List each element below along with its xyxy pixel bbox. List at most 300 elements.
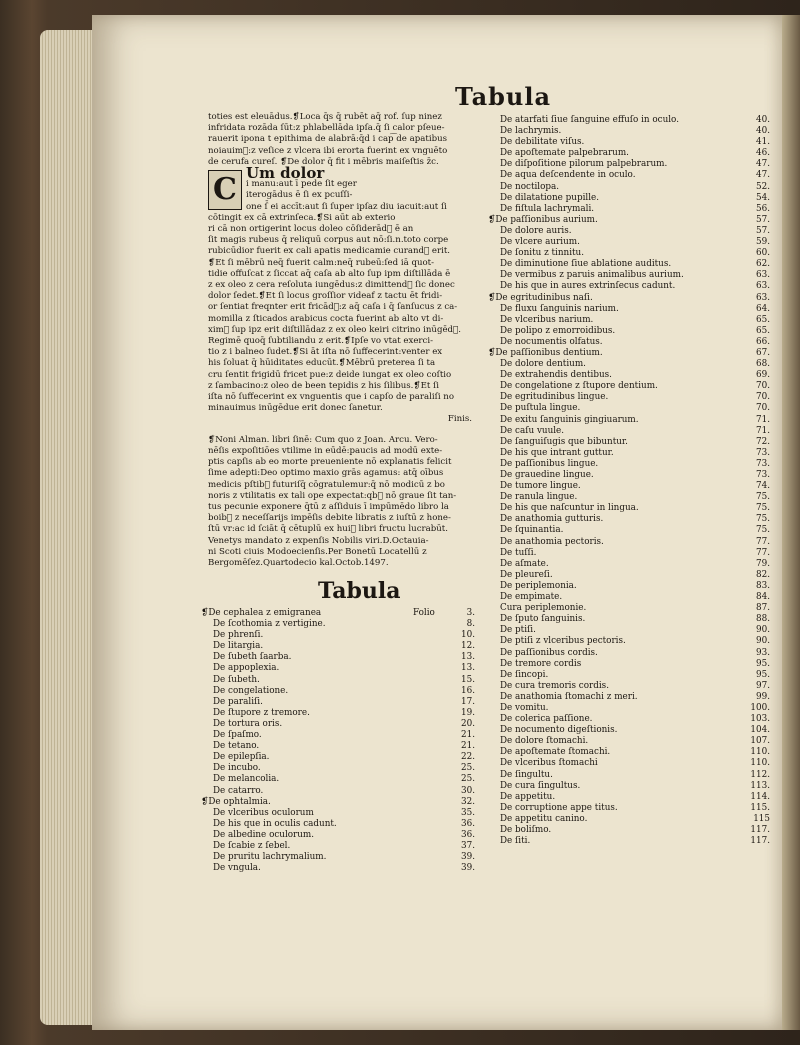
toc-entry-label: De nocumento digeſtionis. <box>500 725 618 736</box>
toc-entry-label: De ſiti. <box>500 836 531 847</box>
toc-entry-folio: 60. <box>756 248 770 259</box>
text-line: ptis capſis ab eo morte preueniente nō explanatis felicit <box>208 457 452 468</box>
toc-entry-label: De tuſſi. <box>500 547 537 558</box>
right-page-edge <box>782 15 800 1030</box>
toc-entry-label: De dolore auris. <box>500 225 572 236</box>
toc-entry <box>500 481 770 492</box>
toc-entry <box>500 581 770 592</box>
toc-entry <box>500 781 770 792</box>
toc-entry <box>500 603 770 614</box>
text-line: dolor ſedet.❡Et ſi locus groſſior videaf z tactu ēt fridi- <box>208 291 443 302</box>
toc-entry <box>500 170 770 181</box>
toc-entry-label: De paſſionibus cordis. <box>500 647 598 658</box>
toc-entry-label: De incubo. <box>213 763 261 774</box>
toc-entry-folio: 90. <box>756 636 770 647</box>
toc-entry <box>500 714 770 725</box>
toc-entry <box>500 692 770 703</box>
toc-entry <box>213 852 475 863</box>
toc-entry-label: De periplemonia. <box>500 580 577 591</box>
toc-entry-label: De ſputo ſanguinis. <box>500 614 586 625</box>
text-line: momilla z ſticados arabicus cocta fuerint ab alto vt di- <box>208 313 444 324</box>
toc-entry-folio: 77. <box>756 536 770 547</box>
toc-entry-folio: 71. <box>756 414 770 425</box>
toc-entry-folio: 17. <box>461 696 475 707</box>
toc-entry-label: De vlceribus narium. <box>500 314 594 325</box>
toc-entry-folio: 57. <box>756 225 770 236</box>
toc-entry-folio: 107. <box>750 736 770 747</box>
toc-entry <box>500 315 770 326</box>
toc-entry <box>500 747 770 758</box>
toc-entry <box>500 448 770 459</box>
toc-entry <box>213 719 475 730</box>
toc-entry-folio: 71. <box>756 425 770 436</box>
colophon <box>208 435 480 569</box>
text-block-a <box>208 112 480 168</box>
toc-entry-label: De atarfati ſiue ſanguine effuſo in oculo. <box>500 115 679 125</box>
toc-entry-folio: 22. <box>461 752 475 763</box>
toc-entry-folio: 74. <box>756 481 770 492</box>
toc-entry-folio: 47. <box>756 170 770 181</box>
toc-entry <box>201 608 475 619</box>
toc-entry-folio: 64. <box>756 303 770 314</box>
toc-entry <box>500 237 770 248</box>
toc-entry-label: De ſcabie z ſebel. <box>213 840 291 851</box>
toc-entry-label: De ſquinantia. <box>500 525 564 536</box>
toc-entry <box>213 686 475 697</box>
toc-entry-label: De corruptione appe titus. <box>500 802 618 813</box>
toc-entry-label: ❡De ophtalmia. <box>201 796 271 807</box>
toc-entry-label: De appoplexia. <box>213 663 280 674</box>
toc-entry-folio: 115 <box>753 813 770 824</box>
text-line: ❡Et ſi mēbrū neq̄ fuerit calm:neq̄ rubeū:ſed iā quot- <box>208 257 435 268</box>
text-line: noris z vtilitatis ex tali ope expectat:qb᷑ nō graue ſit tan- <box>208 490 457 501</box>
toc-entry <box>500 758 770 769</box>
toc-entry <box>500 115 770 126</box>
toc-entry-folio: 83. <box>756 580 770 591</box>
toc-entry-label: De dolore ſtomachi. <box>500 736 589 747</box>
text-line: ri cā non ortigerint locus doleo cōſiderād᷑ ē an <box>208 224 414 235</box>
toc-entry-label: De aqua deſcendente in oculo. <box>500 170 636 181</box>
toc-entry-folio: 70. <box>756 381 770 392</box>
toc-entry-folio: 73. <box>756 458 770 469</box>
toc-entry-folio: 12. <box>461 641 475 652</box>
toc-entry <box>500 381 770 392</box>
running-head: Tabula <box>455 82 552 111</box>
toc-entry-label: De congelatione. <box>213 685 289 696</box>
toc-entry-folio: 112. <box>750 769 770 780</box>
toc-entry <box>500 226 770 237</box>
toc-entry-label: De anathomia gutturis. <box>500 514 604 525</box>
toc-entry-folio: 88. <box>756 614 770 625</box>
toc-entry-folio: 21. <box>461 730 475 741</box>
text-line: toties est eleuādus.❡Loca q̄s q̄ rubēt aq̄ rof. ſup ninez <box>208 112 442 122</box>
toc-entry <box>500 525 770 536</box>
toc-entry <box>500 514 770 525</box>
toc-entry-folio: 75. <box>756 525 770 536</box>
toc-entry-label: ❡De paſſionibus aurium. <box>488 214 598 225</box>
toc-entry-folio: 65. <box>756 325 770 336</box>
toc-entry-label: De epilepſia. <box>213 752 270 763</box>
toc-entry-folio: 37. <box>461 840 475 851</box>
toc-entry <box>500 670 770 681</box>
toc-entry-folio: 13. <box>461 663 475 674</box>
toc-entry-folio: 75. <box>756 514 770 525</box>
toc-right-column <box>488 115 770 847</box>
toc-entry-label: De ſingultu. <box>500 769 553 780</box>
toc-entry-folio: 10. <box>461 630 475 641</box>
toc-entry <box>500 437 770 448</box>
toc-entry-folio: 117. <box>750 836 770 847</box>
toc-entry <box>213 697 475 708</box>
toc-entry-folio: 13. <box>461 652 475 663</box>
toc-entry <box>500 415 770 426</box>
toc-entry-label: De congelatione z ſtupore dentium. <box>500 381 658 392</box>
toc-entry-label: De ptiſi. <box>500 625 536 636</box>
toc-entry <box>500 648 770 659</box>
finis-mark: Finis. <box>447 414 472 425</box>
toc-entry-label: De paſſionibus lingue. <box>500 458 599 469</box>
toc-entry-folio: 110. <box>750 758 770 769</box>
toc-entry-folio: 15. <box>461 674 475 685</box>
toc-entry-folio: 104. <box>750 725 770 736</box>
toc-entry-label: De ſpaſmo. <box>213 730 262 741</box>
left-text-column <box>208 112 480 569</box>
toc-entry <box>201 796 475 808</box>
toc-entry <box>500 326 770 337</box>
toc-entry-folio: 25. <box>461 763 475 774</box>
toc-entry-folio: 73. <box>756 470 770 480</box>
toc-entry-label: De vngula. <box>213 863 261 874</box>
toc-entry-folio: 95. <box>756 669 770 680</box>
toc-entry-label: De his que naſcuntur in lingua. <box>500 503 639 514</box>
toc-entry <box>500 259 770 270</box>
toc-entry-label: De dilatatione pupille. <box>500 192 600 203</box>
toc-entry-label: De tremore cordis <box>500 658 582 669</box>
toc-entry <box>213 641 475 652</box>
toc-entry-folio: 97. <box>756 680 770 691</box>
toc-entry <box>488 214 770 226</box>
toc-entry <box>213 763 475 774</box>
text-line: xim᷑ ſup ipz erit diſtillādaz z ex oleo keiri citrino inūgēd᷑. <box>208 324 461 335</box>
toc-entry <box>500 681 770 692</box>
text-line: medicis pſtib᷑ futuriſq̄ cōgratulemur:q̄ nō modicū z bo <box>208 479 445 490</box>
toc-entry-folio: 59. <box>756 237 770 248</box>
toc-entry-label: Cura periplemonie. <box>500 603 587 614</box>
toc-entry-folio: 52. <box>756 181 770 192</box>
toc-entry-folio: 113. <box>750 780 770 791</box>
toc-entry-folio: 3. <box>466 608 475 618</box>
toc-entry-folio: 99. <box>756 691 770 702</box>
toc-entry <box>500 825 770 836</box>
toc-entry-folio: 54. <box>756 192 770 203</box>
toc-entry-folio: 84. <box>756 592 770 603</box>
toc-entry-folio: 56. <box>756 203 770 214</box>
text-line: tidie offuſcat z ſiccat aq̄ caſa ab alto ſup ipm diſtillāda ē <box>208 268 451 279</box>
text-line: Venetys mandato z expenſis Nobilis viri.D.Octauia- <box>208 535 429 546</box>
toc-entry <box>213 752 475 763</box>
text-line: tus pecunie exponere q̄tū z aſſiduis ī impūmēdo libro la <box>208 501 449 512</box>
toc-entry-folio: 93. <box>756 647 770 658</box>
toc-entry-label: De anathomia pectoris. <box>500 536 604 547</box>
toc-title: Tabula <box>318 578 401 604</box>
toc-entry <box>500 492 770 503</box>
toc-entry-label: De cura tremoris cordis. <box>500 680 609 691</box>
toc-entry-folio: 75. <box>756 503 770 514</box>
toc-entry-folio: 63. <box>756 270 770 281</box>
toc-entry-folio: 32. <box>461 796 475 807</box>
toc-entry-label: De vermibus z paruis animalibus aurium. <box>500 270 684 281</box>
toc-entry-folio: 110. <box>750 747 770 758</box>
toc-entry-folio: 57. <box>756 214 770 225</box>
toc-entry-folio: 63. <box>756 292 770 303</box>
toc-entry-label: De lachrymis. <box>500 126 562 137</box>
toc-entry <box>213 841 475 852</box>
text-line: iſta nō ſuffecerint ex vnguentis que i capſo de paraliſi no <box>208 392 455 403</box>
toc-left-column <box>201 608 475 874</box>
toc-entry-label: De colerica paſſione. <box>500 714 593 725</box>
toc-entry-folio: 68. <box>756 359 770 370</box>
toc-entry-folio: 35. <box>461 807 475 818</box>
toc-entry <box>213 741 475 752</box>
toc-entry-label: ❡De paſſionibus dentium. <box>488 347 603 358</box>
text-line: de cerufa cureſ. ❡De dolor q̄ fit i mēbris maiſeſtis z̄c. <box>208 156 439 167</box>
toc-entry-label: De his que in aures extrinſecus cadunt. <box>500 281 676 292</box>
text-line: noiauim᷑:z veſice z vlcera ibi erorta fuerint ex vnguēto <box>208 145 448 156</box>
toc-entry-folio: 40. <box>756 126 770 137</box>
toc-entry <box>500 248 770 259</box>
toc-entry-folio: 87. <box>756 603 770 614</box>
toc-entry-folio: 36. <box>461 818 475 829</box>
toc-entry-label: De egritudinibus lingue. <box>500 392 609 403</box>
toc-entry <box>500 159 770 170</box>
toc-entry <box>213 863 475 874</box>
toc-entry-label: De ranula lingue. <box>500 492 578 503</box>
text-line: z ex oleo z cera reſoluta iungēdus:z dimittend᷑ ſic donec <box>208 280 455 291</box>
toc-entry-label: De his que intrant guttur. <box>500 447 614 458</box>
toc-entry-label: De caſu vuule. <box>500 425 565 436</box>
toc-entry-folio: 19. <box>461 707 475 718</box>
toc-entry <box>500 725 770 736</box>
toc-entry <box>213 675 475 686</box>
toc-entry-folio: 79. <box>756 558 770 569</box>
toc-entry-folio: 39. <box>461 863 475 874</box>
toc-entry <box>500 126 770 137</box>
toc-entry-label: De nocumentis olfatus. <box>500 336 603 347</box>
toc-entry-label: De ptiſi z vlceribus pectoris. <box>500 636 626 647</box>
text-line: nēſis expoſitiōes vtilime in eūdē:paucis ad modū exte- <box>208 445 443 456</box>
toc-entry-label: De ſtupore z tremore. <box>213 707 310 718</box>
text-line: ſime adepti:Deo optimo maxio grās agamus: atq̄ oībus <box>208 468 444 479</box>
toc-entry <box>213 774 475 785</box>
toc-entry-folio: 20. <box>461 718 475 729</box>
text-line: tio z i balneo ſudet.❡Si āt iſta nō ſuffecerint:venter ex <box>208 347 443 358</box>
toc-entry-label: De phrenſi. <box>213 630 264 641</box>
toc-entry-label: De ſonitu z tinnitu. <box>500 248 585 259</box>
toc-entry <box>500 814 770 825</box>
toc-entry <box>488 347 770 359</box>
toc-entry-label: De catarro. <box>213 785 264 796</box>
toc-entry-folio: 66. <box>756 336 770 347</box>
toc-entry-folio: 90. <box>756 625 770 636</box>
text-line: ſit magis rubeus q̄ reliquū corpus aut nō:ſi.n.toto corpe <box>208 235 449 246</box>
drop-cap: C <box>208 170 242 210</box>
toc-entry-folio: 114. <box>750 791 770 802</box>
toc-entry <box>500 137 770 148</box>
toc-entry <box>500 836 770 847</box>
toc-entry <box>213 830 475 841</box>
text-block-b <box>208 179 480 414</box>
toc-entry <box>500 148 770 159</box>
toc-entry-folio: 67. <box>756 347 770 358</box>
toc-entry <box>500 359 770 370</box>
toc-entry-folio: 46. <box>756 148 770 159</box>
toc-entry-label: De paraliſi. <box>213 696 263 707</box>
toc-entry-label: De tortura oris. <box>213 718 283 729</box>
toc-entry-folio: 95. <box>756 658 770 669</box>
toc-entry <box>500 392 770 403</box>
toc-entry-folio: 30. <box>461 785 475 796</box>
toc-entry <box>500 659 770 670</box>
text-line: or ſentiat freqnter erit fricād᷑:z aq̄ caſa i q̄ ſanſucus z ca- <box>208 302 458 313</box>
toc-entry <box>500 559 770 570</box>
text-line: z ſambacino:z oleo de been tepidis z his ſilibus.❡Et ſi <box>208 380 439 391</box>
text-line: iterogādus ē ſi ex pcuſſi- <box>246 190 353 201</box>
text-line: Bergomēſez.Quartodecio kal.Octob.1497. <box>208 557 389 568</box>
text-line: i manu:aut ī pede ſit eger <box>246 179 357 190</box>
toc-entry <box>213 630 475 641</box>
toc-entry-label: De diminutione ſiue ablatione auditus. <box>500 259 672 270</box>
text-line: rauerit ipona t epithima de alabrā:q̄d i cap͡ de apatibus <box>208 134 448 145</box>
toc-entry-label: De boliſmo. <box>500 825 552 835</box>
toc-entry <box>500 426 770 437</box>
toc-entry <box>500 548 770 559</box>
chapter-heading: Um dolor <box>246 164 325 183</box>
toc-entry-label: De apoſtemate ſtomachi. <box>500 747 611 758</box>
toc-entry-label: De aſmate. <box>500 558 549 569</box>
toc-entry <box>213 730 475 741</box>
toc-entry-label: De pruritu lachrymalium. <box>213 852 327 863</box>
toc-entry-label: De appetitu. <box>500 791 556 802</box>
toc-entry <box>213 819 475 830</box>
text-line: boib᷑ z neceſſarijs impēſis debite libratis z iuſtū z hone- <box>208 513 451 524</box>
toc-entry <box>500 537 770 548</box>
toc-entry <box>500 182 770 193</box>
toc-entry-folio: 75. <box>756 492 770 503</box>
toc-entry-label: De ſubeth ſaarba. <box>213 652 292 663</box>
toc-entry <box>213 786 475 797</box>
toc-entry-label: De tetano. <box>213 741 260 752</box>
text-line: rubicūdior fuerit ex cali apatis medicamie curand᷑ erit. <box>208 246 451 257</box>
text-line: minauimus inūgēdue erit donec ſanetur. <box>208 403 383 414</box>
toc-entry <box>500 370 770 381</box>
text-line: infridata rozāda ſūt:z phlabellāda ipſa.q̄ ſi calor pſeue- <box>208 123 445 134</box>
toc-entry <box>213 663 475 674</box>
toc-entry-folio: 40. <box>756 115 770 125</box>
toc-entry-folio: 21. <box>461 741 475 752</box>
toc-entry-label: De empimate. <box>500 592 563 603</box>
toc-entry-label: De noctilopa. <box>500 181 560 192</box>
text-line: ❡Noni Alman. libri ſinē: Cum quo z Joan. Arcu. Vero- <box>208 434 438 445</box>
toc-entry-label: De exitu ſanguinis gingiuarum. <box>500 414 639 425</box>
text-line: Regimē quoq̄ ſubtiliandu z erit.❡Ipſe vo vtat exerci- <box>208 336 434 347</box>
toc-entry-label: De diſpoſitione pilorum palpebrarum. <box>500 159 668 170</box>
toc-entry-folio: 103. <box>750 714 770 725</box>
text-line: ſtū vr:ac id ſciāt q̄ cētuplū ex hui᷑ libri fructu lucrabūt. <box>208 524 448 535</box>
toc-entry <box>500 592 770 603</box>
toc-entry-label: De vomitu. <box>500 702 549 713</box>
text-line: one ſ̄ ei accīt:aut ſi ſuper ipſaz diu iacuit:aut ſi <box>246 201 447 212</box>
toc-entry-label: De pleureſi. <box>500 569 553 580</box>
toc-entry-folio: 62. <box>756 259 770 270</box>
toc-entry-label: De ſcothomia z vertigine. <box>213 619 326 630</box>
toc-entry <box>500 736 770 747</box>
toc-entry-folio: 70. <box>756 392 770 403</box>
text-line: cōtingit ex cā extrinſeca.❡Si aūt ab exterio <box>208 212 396 223</box>
toc-entry-label: De cura ſingultus. <box>500 780 581 791</box>
toc-entry-label: ❡De cephalea z emigranea <box>201 608 322 618</box>
toc-entry-label: De extrahendis dentibus. <box>500 370 612 381</box>
page-stack-edge <box>40 30 100 1025</box>
toc-entry-folio: 72. <box>756 436 770 447</box>
toc-entry <box>500 614 770 625</box>
toc-entry-label: De vlceribus ſtomachi <box>500 758 598 769</box>
toc-entry <box>500 304 770 315</box>
toc-entry-label: De fluxu ſanguinis narium. <box>500 303 619 314</box>
toc-entry-folio: 77. <box>756 547 770 558</box>
toc-entry-folio: 63. <box>756 281 770 292</box>
toc-entry-folio: 47. <box>756 159 770 170</box>
toc-entry <box>500 703 770 714</box>
toc-entry <box>500 470 770 481</box>
toc-entry <box>500 636 770 647</box>
toc-entry-folio: 8. <box>466 619 475 630</box>
toc-entry-folio: 117. <box>750 825 770 835</box>
toc-entry-label: De vlcere aurium. <box>500 237 580 248</box>
toc-entry-label: De ſincopi. <box>500 669 549 680</box>
toc-entry <box>500 270 770 281</box>
toc-entry-label: ❡De egritudinibus naſi. <box>488 292 593 303</box>
toc-entry-label: De fiſtula lachrymali. <box>500 203 595 214</box>
toc-entry-label: De albedine oculorum. <box>213 829 315 840</box>
toc-entry-label: De polipo z emorroidibus. <box>500 325 616 336</box>
toc-entry <box>500 625 770 636</box>
toc-entry-label: De puſtula lingue. <box>500 403 581 414</box>
toc-entry <box>213 619 475 630</box>
toc-entry <box>213 808 475 819</box>
toc-entry-label: De tumore lingue. <box>500 481 581 492</box>
toc-entry-label: De vlceribus oculorum <box>213 807 314 818</box>
toc-entry-label: De apoſtemate palpebrarum. <box>500 148 629 159</box>
toc-entry-label: De appetitu canino. <box>500 813 588 824</box>
toc-entry <box>500 193 770 204</box>
toc-entry-folio: 70. <box>756 403 770 414</box>
toc-entry <box>500 281 770 292</box>
toc-entry-label: De melancolia. <box>213 774 280 785</box>
toc-entry <box>500 503 770 514</box>
toc-entry-folio: 65. <box>756 314 770 325</box>
text-line: ni Scoti ciuis Modoecienſis.Per Bonetū Locatellū z <box>208 546 427 557</box>
toc-entry <box>213 708 475 719</box>
toc-entry-label: De grauedine lingue. <box>500 470 594 480</box>
toc-entry-folio: 41. <box>756 137 770 148</box>
toc-entry <box>500 459 770 470</box>
text-line: his ſoluat q̄ hūiditates educūt.❡Mēbrū preterea ſi ta <box>208 358 436 369</box>
toc-entry-label: De ſanguiſugis que bibuntur. <box>500 436 628 447</box>
toc-entry-folio: 115. <box>750 802 770 813</box>
toc-entry <box>488 292 770 304</box>
toc-entry <box>500 803 770 814</box>
toc-entry <box>500 204 770 215</box>
